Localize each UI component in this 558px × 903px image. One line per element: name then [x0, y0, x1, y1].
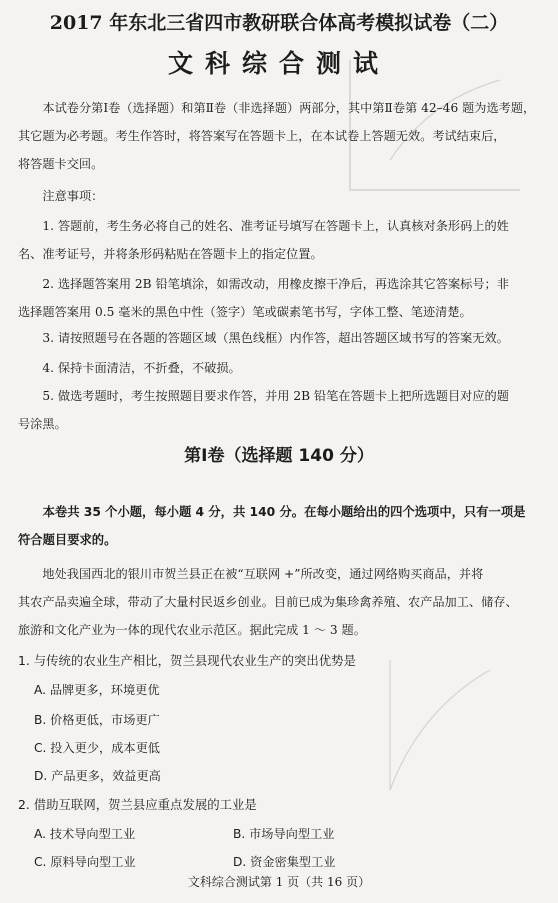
option-c: C. 投入更少，成本更低	[34, 741, 160, 755]
passage-line: 地处我国西北的银川市贺兰县正在被“互联网 +”所改变，通过网络购买商品，并将	[42, 567, 484, 581]
question-stem: 2. 借助互联网，贺兰县应重点发展的工业是	[18, 797, 257, 812]
notice-item: 选择题答案用 0.5 毫米的黑色中性（签字）笔或碳素笔书写，字体工整、笔迹清楚。	[18, 305, 472, 319]
option-c: C. 原料导向型工业	[34, 855, 136, 869]
option-a: A. 技术导向型工业	[34, 827, 136, 841]
exam-subtitle: 文科综合测试	[167, 49, 390, 78]
page-footer: 文科综合测试第 1 页（共 16 页）	[187, 875, 371, 889]
intro-line: 其它题为必考题。考生作答时，将答案写在答题卡上，在本试卷上答题无效。考试结束后，	[18, 129, 506, 143]
notice-item: 5. 做选考题时，考生按照题目要求作答，并用 2B 铅笔在答题卡上把所选题目对应的题	[42, 389, 509, 403]
option-d: D. 产品更多，效益更高	[34, 769, 161, 783]
notice-item: 3. 请按照题号在各题的答题区域（黑色线框）内作答，超出答题区域书写的答案无效。	[42, 331, 509, 345]
intro-line: 本试卷分第Ⅰ卷（选择题）和第Ⅱ卷（非选择题）两部分，其中第Ⅱ卷第 42–46 题为选考题，	[42, 101, 536, 115]
passage-line: 其农产品卖遍全球，带动了大量村民返乡创业。目前已成为集珍禽养殖、农产品加工、储存、	[18, 595, 518, 609]
question-stem: 1. 与传统的农业生产相比，贺兰县现代农业生产的突出优势是	[18, 653, 356, 668]
exam-title: 2017 年东北三省四市教研联合体高考模拟试卷（二）	[49, 12, 509, 34]
option-d: D. 资金密集型工业	[233, 855, 336, 869]
notice-item: 号涂黑。	[18, 417, 67, 431]
option-b: B. 市场导向型工业	[233, 827, 335, 841]
option-b: B. 价格更低，市场更广	[34, 713, 160, 727]
option-a: A. 品牌更多，环境更优	[34, 683, 160, 697]
notice-item: 4. 保持卡面清洁，不折叠，不破损。	[42, 361, 241, 375]
section-title: 第Ⅰ卷（选择题 140 分）	[184, 446, 374, 466]
section-instructions: 本卷共 35 个小题，每小题 4 分，共 140 分。在每小题给出的四个选项中，只有一项是	[42, 505, 526, 519]
notice-item: 名、准考证号，并将条形码粘贴在答题卡上的指定位置。	[18, 247, 323, 261]
notice-item: 1. 答题前，考生务必将自己的姓名、准考证号填写在答题卡上，认真核对条形码上的姓	[42, 219, 509, 233]
notice-heading: 注意事项：	[42, 189, 104, 203]
notice-item: 2. 选择题答案用 2B 铅笔填涂，如需改动，用橡皮擦干净后，再选涂其它答案标号；非	[42, 277, 509, 291]
passage-line: 旅游和文化产业为一体的现代农业示范区。据此完成 1 ～ 3 题。	[18, 623, 366, 637]
section-instructions: 符合题目要求的。	[18, 533, 117, 547]
bleed-through-curve	[380, 650, 500, 800]
intro-line: 将答题卡交回。	[18, 157, 104, 171]
